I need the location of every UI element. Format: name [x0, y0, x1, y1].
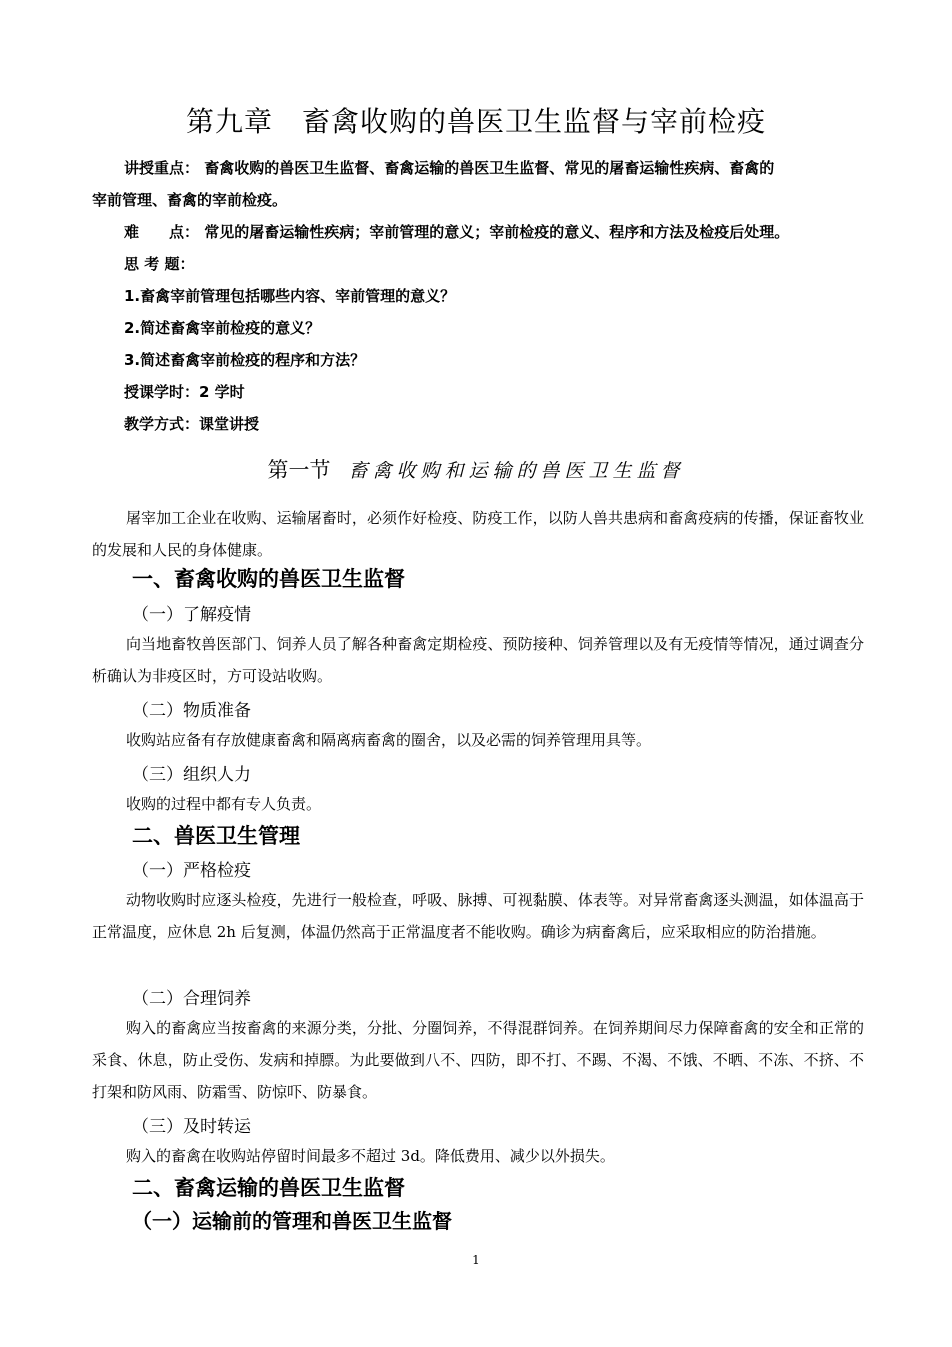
paragraph: 购入的畜禽应当按畜禽的来源分类，分批、分圈饲养，不得混群饲养。在饲养期间尽力保障畜禽的安全和正常的采食、休息，防止受伤、发病和掉膘。为此要做到八不、四防，即不打、不踢、不渴、不饿、不晒、不冻、不挤、不打架和防风雨、防霜雪、防惊吓、防暴食。 — [92, 1019, 864, 1101]
subheading: （二）物质准备 — [132, 701, 251, 721]
question-item: 2.简述畜禽宰前检疫的意义？ — [124, 319, 321, 337]
questions-label: 思 考 题： — [124, 255, 195, 273]
intro-paragraph: 屠宰加工企业在收购、运输屠畜时，必须作好检疫、防疫工作，以防人兽共患病和畜禽疫病的传播，保证畜牧业的发展和人民的身体健康。 — [92, 509, 864, 559]
section-title — [0, 454, 952, 484]
difficulty-text: 常见的屠畜运输性疾病；宰前管理的意义；宰前检疫的意义、程序和方法及检疫后处理。 — [204, 223, 790, 241]
subheading: （三）组织人力 — [132, 765, 251, 785]
paragraph: 收购站应备有存放健康畜禽和隔离病畜禽的圈舍，以及必需的饲养管理用具等。 — [126, 731, 652, 749]
section-label: 第一节 — [267, 458, 331, 482]
heading-part3: 二、畜禽运输的兽医卫生监督 — [132, 1175, 405, 1200]
teaching-method: 教学方式：课堂讲授 — [124, 415, 260, 433]
subheading: （一）运输前的管理和兽医卫生监督 — [132, 1209, 452, 1233]
paragraph: 向当地畜牧兽医部门、饲养人员了解各种畜禽定期检疫、预防接种、饲养管理以及有无疫情等情况，通过调查分析确认为非疫区时，方可设站收购。 — [92, 635, 864, 685]
key-points-label: 讲授重点： — [124, 159, 200, 177]
subheading: （三）及时转运 — [132, 1117, 251, 1137]
subheading: （一）了解疫情 — [132, 605, 251, 625]
section-name: 畜禽收购和运输的兽医卫生监督 — [348, 460, 685, 482]
difficulty — [92, 216, 872, 248]
key-points-text-cont: 宰前管理、畜禽的宰前检疫。 — [92, 191, 288, 209]
heading-part1: 一、畜禽收购的兽医卫生监督 — [132, 566, 405, 591]
heading-part2: 二、兽医卫生管理 — [132, 823, 300, 848]
question-item: 1.畜禽宰前管理包括哪些内容、宰前管理的意义？ — [124, 287, 456, 305]
paragraph: 动物收购时应逐头检疫，先进行一般检查，呼吸、脉搏、可视黏膜、体表等。对异常畜禽逐头测温，如体温高于正常温度，应休息 2h 后复测，体温仍然高于正常温度者不能收购。确诊为病畜禽后，应采取相应的防治措施。 — [92, 891, 864, 941]
key-points-text: 畜禽收购的兽医卫生监督、畜禽运输的兽医卫生监督、常见的屠畜运输性疾病、畜禽的 — [204, 159, 775, 177]
subheading: （一）严格检疫 — [132, 861, 251, 881]
paragraph: 购入的畜禽在收购站停留时间最多不超过 3d。降低费用、减少以外损失。 — [126, 1147, 615, 1165]
chapter-title: 第九章 畜禽收购的兽医卫生监督与宰前检疫 — [185, 105, 766, 138]
key-points — [92, 152, 872, 216]
subheading: （二）合理饲养 — [132, 989, 251, 1009]
question-item: 3.简述畜禽宰前检疫的程序和方法？ — [124, 351, 366, 369]
questions-block — [92, 248, 872, 440]
paragraph: 收购的过程中都有专人负责。 — [126, 795, 322, 813]
teaching-hours: 授课学时：2 学时 — [124, 383, 245, 401]
difficulty-label: 难 点： — [124, 223, 200, 241]
page-number: 1 — [472, 1253, 480, 1267]
